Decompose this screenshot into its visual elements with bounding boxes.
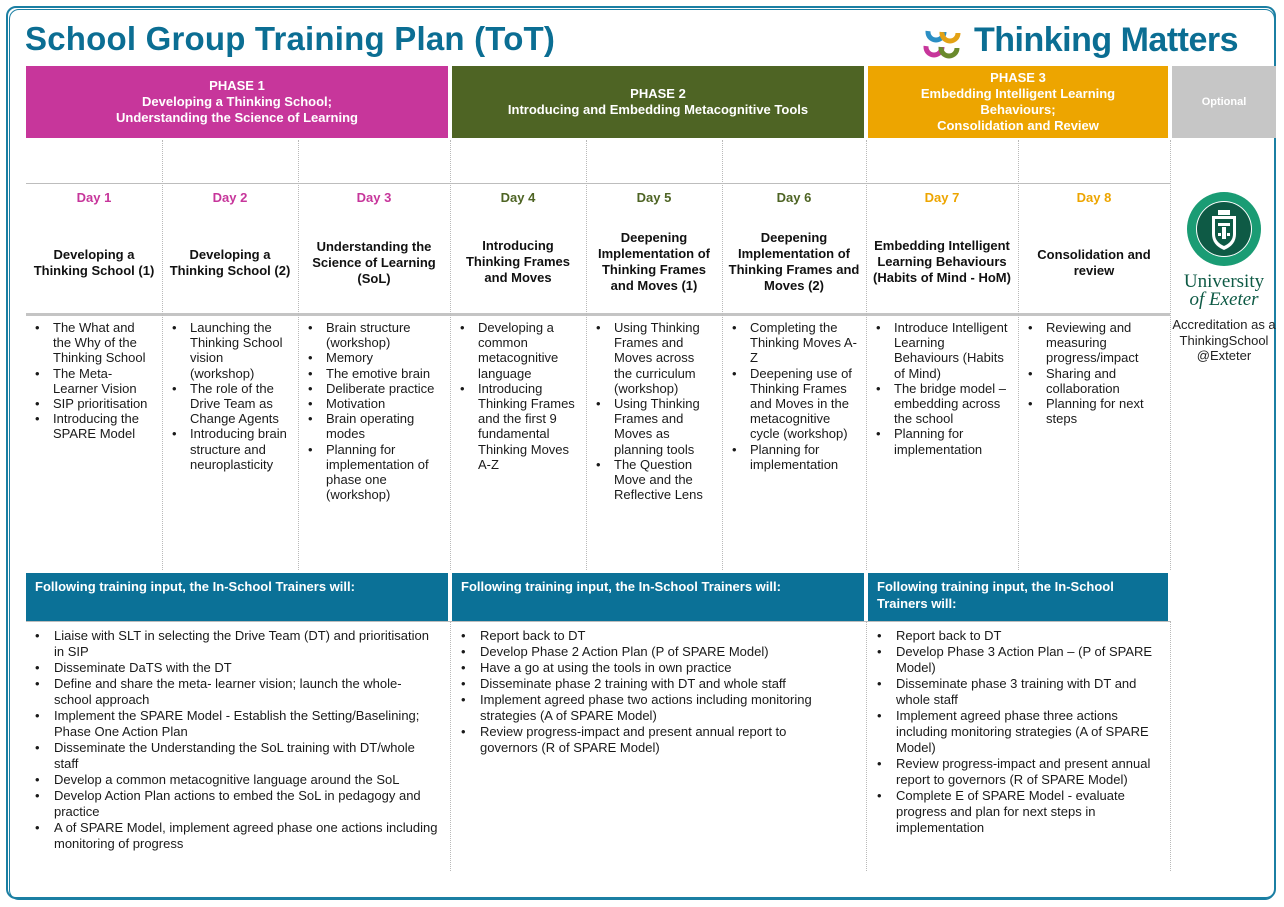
column-divider xyxy=(1170,621,1171,871)
day-4-label: Day 4 xyxy=(500,190,536,205)
phase-3-title-line1: Embedding Intelligent Learning Behaviours; xyxy=(920,86,1116,117)
list-item: • Complete E of SPARE Model - evaluate progress and plan for next steps in implementation xyxy=(896,788,1164,836)
day-2-label: Day 2 xyxy=(212,190,248,205)
list-item: • Introducing the SPARE Model xyxy=(53,411,148,441)
phase-3-number: PHASE 3 xyxy=(990,70,1046,85)
list-item: • The Meta-Learner Vision xyxy=(53,366,148,396)
day-2-title: Developing a Thinking School (2) xyxy=(169,247,291,278)
list-item: • Motivation xyxy=(326,396,436,411)
thinking-matters-logo-icon xyxy=(920,20,966,60)
phase-2-trainer-actions xyxy=(452,628,840,756)
topic-row-divider xyxy=(26,313,1170,316)
university-name-line1: University xyxy=(1183,271,1265,292)
list-item: • Develop a common metacognitive language around the SoL xyxy=(54,772,439,788)
list-item: • Implement agreed phase three actions including monitoring strategies (A of SPARE Model) xyxy=(896,708,1164,756)
list-item: • Define and share the meta- learner vision; launch the whole-school approach xyxy=(54,676,439,708)
list-item: • The bridge model – embedding across the school xyxy=(894,381,1010,427)
list-item: • Have a go at using the tools in own practice xyxy=(480,660,840,676)
list-item: • Reviewing and measuring progress/impact xyxy=(1046,320,1162,366)
list-item: • Planning for implementation of phase one (workshop) xyxy=(326,442,436,503)
phase-2-title: Introducing and Embedding Metacognitive Tools xyxy=(507,102,809,117)
list-item xyxy=(54,708,439,740)
list-item: • Using Thinking Frames and Moves as planning tools xyxy=(614,396,714,457)
day-6-label: Day 6 xyxy=(776,190,812,205)
column-divider xyxy=(1170,140,1171,570)
day-3-topics xyxy=(299,320,436,502)
implement-spare-text: Implement the SPARE Model - Establish the Setting/Baselining; Phase One Action Plan xyxy=(54,708,420,739)
list-item: • Introducing Thinking Frames and the first 9 fundamental Thinking Moves A-Z xyxy=(478,381,578,472)
phase-1-trainers-heading: Following training input, the In-School Trainers will: xyxy=(26,573,448,621)
phase-1-number: PHASE 1 xyxy=(209,78,265,93)
list-item: • Deliberate practice xyxy=(326,381,436,396)
university-of-exeter-block xyxy=(1172,190,1276,364)
day-6-topics xyxy=(723,320,858,472)
day-7-topics xyxy=(867,320,1010,457)
phase-3-header xyxy=(868,66,1168,138)
day-5-label: Day 5 xyxy=(636,190,672,205)
list-item: • Disseminate phase 2 training with DT and whole staff xyxy=(480,676,840,692)
list-item: • Sharing and collaboration xyxy=(1046,366,1162,396)
list-item: • Develop Phase 3 Action Plan – (P of SPARE Model) xyxy=(896,644,1164,676)
phase-1-title-line1: Developing a Thinking School; xyxy=(142,94,332,109)
list-item: • A of SPARE Model, implement agreed phase one actions including monitoring of progress xyxy=(54,820,439,852)
list-item: • The role of the Drive Team as Change Agents xyxy=(190,381,290,427)
day-4-topics xyxy=(451,320,578,472)
accreditation-note: Accreditation as a ThinkingSchool @Exteter xyxy=(1172,317,1276,363)
phase-3-trainers-heading: Following training input, the In-School Trainers will: xyxy=(868,573,1168,621)
list-item: • Introduce Intelligent Learning Behaviours (Habits of Mind) xyxy=(894,320,1010,381)
logo-wordmark: Thinking Matters xyxy=(974,20,1239,59)
list-item: • Develop Action Plan actions to embed the SoL in pedagogy and practice xyxy=(54,788,439,820)
list-item: • Brain operating modes xyxy=(326,411,436,441)
day-3-title: Understanding the Science of Learning (SoL) xyxy=(312,239,436,286)
list-item: • The Question Move and the Reflective Lens xyxy=(614,457,714,503)
phase-3-title-line2: Consolidation and Review xyxy=(937,118,1099,133)
university-seal-icon xyxy=(1184,190,1264,268)
list-item: • Planning for implementation xyxy=(750,442,858,472)
list-item: • Disseminate the Understanding the SoL training with DT/whole staff xyxy=(54,740,439,772)
day-2-topics xyxy=(163,320,290,472)
day-row-divider xyxy=(26,183,1170,184)
list-item: • Liaise with SLT in selecting the Drive Team (DT) and prioritisation in SIP xyxy=(54,628,439,660)
day-8-topics xyxy=(1019,320,1162,426)
list-item: • Report back to DT xyxy=(480,628,840,644)
list-item: • Brain structure (workshop) xyxy=(326,320,436,350)
optional-header: Optional xyxy=(1172,66,1276,138)
column-divider xyxy=(450,621,451,871)
list-item: • Developing a common metacognitive language xyxy=(478,320,578,381)
phase-2-header xyxy=(452,66,864,138)
phase-1-title-line2: Understanding the Science of Learning xyxy=(116,110,358,125)
day-8-label: Day 8 xyxy=(1076,190,1112,205)
day-3-label: Day 3 xyxy=(356,190,392,205)
list-item: • Using Thinking Frames and Moves across the curriculum (workshop) xyxy=(614,320,714,396)
list-item: • Planning for next steps xyxy=(1046,396,1162,426)
thinking-matters-logo xyxy=(920,18,1238,62)
day-7-label: Day 7 xyxy=(924,190,960,205)
university-name-line2: of Exeter xyxy=(1189,289,1259,310)
phase-1-trainer-actions xyxy=(26,628,439,852)
day-1-label: Day 1 xyxy=(76,190,112,205)
phase-2-number: PHASE 2 xyxy=(630,86,686,101)
column-divider xyxy=(866,621,867,871)
day-1-title: Developing a Thinking School (1) xyxy=(33,247,155,278)
day-6-title: Deepening Implementation of Thinking Frames and Moves (2) xyxy=(728,230,860,293)
day-1-topics xyxy=(26,320,148,442)
phase-1-header xyxy=(26,66,448,138)
phase-3-trainer-actions xyxy=(868,628,1164,836)
trainer-row-divider xyxy=(26,621,1170,622)
list-item: • Disseminate phase 3 training with DT and whole staff xyxy=(896,676,1164,708)
list-item: • Implement agreed phase two actions including monitoring strategies (A of SPARE Model) xyxy=(480,692,840,724)
list-item: • Completing the Thinking Moves A-Z xyxy=(750,320,858,366)
phase-2-trainers-heading: Following training input, the In-School Trainers will: xyxy=(452,573,864,621)
list-item: • The What and the Why of the Thinking School xyxy=(53,320,148,366)
list-item: • Launching the Thinking School vision (workshop) xyxy=(190,320,290,381)
list-item: • SIP prioritisation xyxy=(53,396,148,411)
list-item: • Deepening use of Thinking Frames and Moves in the metacognitive cycle (workshop) xyxy=(750,366,858,442)
list-item: • Review progress-impact and present annual report to governors (R of SPARE Model) xyxy=(480,724,840,756)
list-item: • Report back to DT xyxy=(896,628,1164,644)
day-7-title: Embedding Intelligent Learning Behaviours (Habits of Mind - HoM) xyxy=(873,238,1011,285)
list-item: • Disseminate DaTS with the DT xyxy=(54,660,439,676)
page-title: School Group Training Plan (ToT) xyxy=(25,20,556,57)
day-8-title: Consolidation and review xyxy=(1037,247,1151,278)
list-item: • Planning for implementation xyxy=(894,426,1010,456)
list-item: • Develop Phase 2 Action Plan (P of SPARE Model) xyxy=(480,644,840,660)
list-item: • The emotive brain xyxy=(326,366,436,381)
day-5-title: Deepening Implementation of Thinking Frames and Moves (1) xyxy=(598,230,710,293)
university-name xyxy=(1172,273,1276,309)
list-item: • Review progress-impact and present annual report to governors (R of SPARE Model) xyxy=(896,756,1164,788)
list-item: • Memory xyxy=(326,350,436,365)
day-4-title: Introducing Thinking Frames and Moves xyxy=(465,238,571,285)
day-5-topics xyxy=(587,320,714,502)
list-item: • Introducing brain structure and neuroplasticity xyxy=(190,426,290,472)
